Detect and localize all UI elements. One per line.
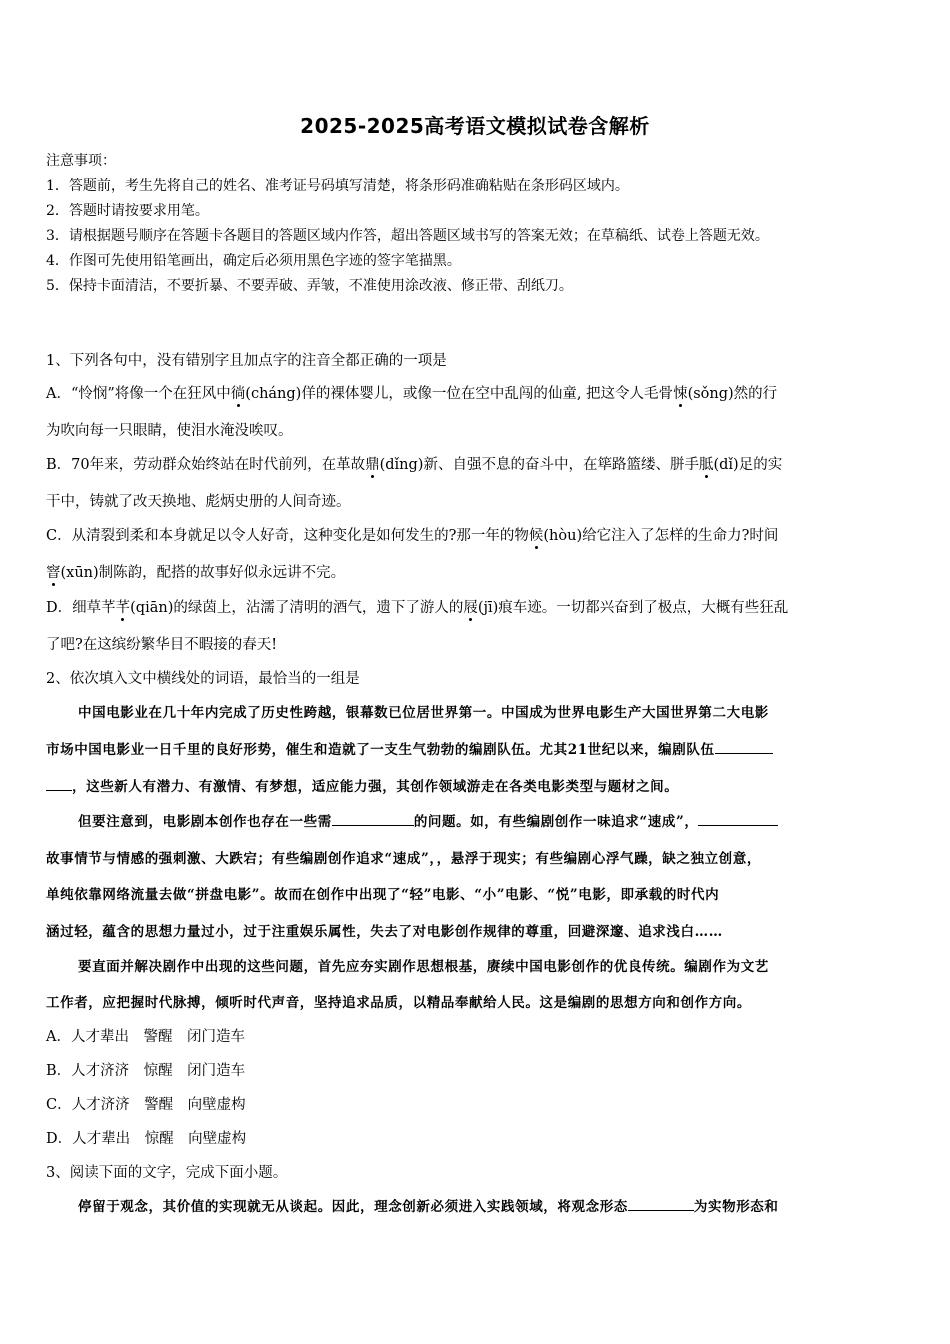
question-2-option-c: C．人才济济 警醒 向壁虚构 <box>46 1097 246 1113</box>
question-3-stem: 3、阅读下面的文字，完成下面小题。 <box>46 1165 288 1181</box>
text: (sǒng)然的行 <box>687 386 778 402</box>
notice-item-3: 3．请根据题号顺序在答题卡各题目的答题区域内作答，超出答题区域书写的答案无效；在草稿纸、试卷上答题无效。 <box>46 228 769 244</box>
passage-line: 涵过轻，蕴含的思想力量过小，过于注重娱乐属性，失去了对电影创作规律的尊重，回避深邃、追求浅白…… <box>46 924 723 940</box>
passage-line: 工作者，应把握时代脉搏，倾听时代声音，坚持追求品质，以精品奉献给人民。这是编剧的思想方向和创作方向。 <box>46 995 751 1011</box>
text: (qiān)的绿茵上，沾濡了清明的酒气，遗下了游人的 <box>130 600 464 616</box>
dotted-char: 窨 <box>46 565 61 581</box>
question-1-option-c-line-2 <box>46 564 345 582</box>
text: (jī)痕车迹。一切都兴奋到了极点，大概有些狂乱 <box>477 600 789 616</box>
question-1-option-b-line-1 <box>46 456 782 474</box>
fill-blank <box>332 813 414 826</box>
text: 但要注意到，电影剧本创作也存在一些需 <box>78 814 332 830</box>
text: C．从清裂到柔和本身就足以令人好奇，这种变化是如何发生的?那一年的物 <box>46 528 529 544</box>
question-2-option-d: D．人才辈出 惊醒 向壁虚构 <box>46 1131 247 1147</box>
text: (xūn)制陈韵，配搭的故事好似永远讲不完。 <box>60 565 346 581</box>
fill-blank <box>715 741 773 754</box>
question-1-option-c-line-1 <box>46 527 778 545</box>
passage-line: 要直面并解决剧作中出现的这些问题，首先应夯实剧作思想根基，赓续中国电影创作的优良传统。编剧作为文艺 <box>78 959 769 975</box>
notice-item-5: 5．保持卡面清洁，不要折暴、不要弄破、弄皱，不准使用涂改液、修正带、刮纸刀。 <box>46 278 573 294</box>
fill-blank <box>698 813 778 826</box>
dotted-char: 芊 <box>115 600 131 616</box>
text: A．“怜悯”将像一个在狂风中 <box>46 386 231 402</box>
page-title: 2025-2025高考语文模拟试卷含解析 <box>300 114 650 138</box>
dotted-char: 屐 <box>463 600 478 616</box>
passage-line: 单纯依靠网络流量去做“拼盘电影”。故而在创作中出现了“轻”电影、“小”电影、“悦”电影，即承载的时代内 <box>46 887 720 903</box>
question-2-option-a: A．人才辈出 警醒 闭门造车 <box>46 1029 245 1045</box>
text: (dǐng)新、自强不息的奋斗中，在筚路篮缕、胼手 <box>379 457 699 473</box>
passage-line <box>46 778 678 796</box>
text: (dǐ)足的实 <box>713 457 783 473</box>
question-2-option-b: B．人才济济 惊醒 闭门造车 <box>46 1063 246 1079</box>
question-2-stem: 2、依次填入文中横线处的词语，最恰当的一组是 <box>46 671 360 687</box>
text: 的问题。如，有些编剧创作一味追求“速成”， <box>413 814 699 830</box>
text: 停留于观念，其价值的实现就无从谈起。因此，理念创新必须进入实践领域，将观念形态 <box>78 1199 628 1215</box>
passage-line <box>46 741 773 759</box>
passage-line <box>78 813 778 831</box>
passage-line: 故事情节与情感的强刺激、大跌宕；有些编剧创作追求“速成”，，悬浮于现实；有些编剧心浮气躁，缺之独立创意， <box>46 851 761 867</box>
text: 为实物形态和 <box>693 1199 779 1215</box>
dotted-char: 鼎 <box>365 457 380 473</box>
dotted-char: 胝 <box>698 457 714 473</box>
question-1-option-b-line-2: 干中，铸就了改天换地、彪炳史册的人间奇迹。 <box>46 494 351 510</box>
text: ，这些新人有潜力、有激情、有梦想，适应能力强，其创作领域游走在各类电影类型与题材之间。 <box>72 779 679 795</box>
text: 市场中国电影业一日千里的良好形势，催生和造就了一支生气勃勃的编剧队伍。尤其21世纪以来，编剧队伍 <box>46 742 715 758</box>
notice-item-1: 1．答题前，考生先将自己的姓名、准考证号码填写清楚，将条形码准确粘贴在条形码区域内。 <box>46 178 629 194</box>
passage-line <box>78 1198 779 1216</box>
text: B．70年来，劳动群众始终站在时代前列，在革故 <box>46 457 366 473</box>
question-1-stem: 1、下列各句中，没有错别字且加点字的注音全都正确的一项是 <box>46 353 447 369</box>
question-1-option-a-line-2: 为吹向每一只眼睛，使泪水淹没唉叹。 <box>46 423 293 439</box>
text: (hòu)给它注入了怎样的生命力?时间 <box>543 528 779 544</box>
question-1-option-a-line-1 <box>46 385 777 403</box>
fill-blank <box>46 778 72 791</box>
question-1-option-d-line-1 <box>46 599 788 617</box>
notice-item-4: 4．作图可先使用铅笔画出，确定后必须用黑色字迹的签字笔描黑。 <box>46 253 461 269</box>
notice-item-2: 2．答题时请按要求用笔。 <box>46 203 209 219</box>
dotted-char: 徜 <box>230 386 246 402</box>
text: (cháng)佯的裸体婴儿，或像一位在空中乱闯的仙童, 把这令人毛骨 <box>245 386 674 402</box>
passage-line: 中国电影业在几十年内完成了历史性跨越，银幕数已位居世界第一。中国成为世界电影生产大国世界第二大电影 <box>78 705 769 721</box>
fill-blank <box>628 1198 694 1211</box>
dotted-char: 候 <box>528 528 544 544</box>
notice-heading: 注意事项： <box>46 153 116 169</box>
question-1-option-d-line-2: 了吧?在这缤纷繁华目不暇接的春天! <box>46 637 278 653</box>
dotted-char: 悚 <box>673 386 688 402</box>
text: D．细草芊 <box>46 600 116 616</box>
